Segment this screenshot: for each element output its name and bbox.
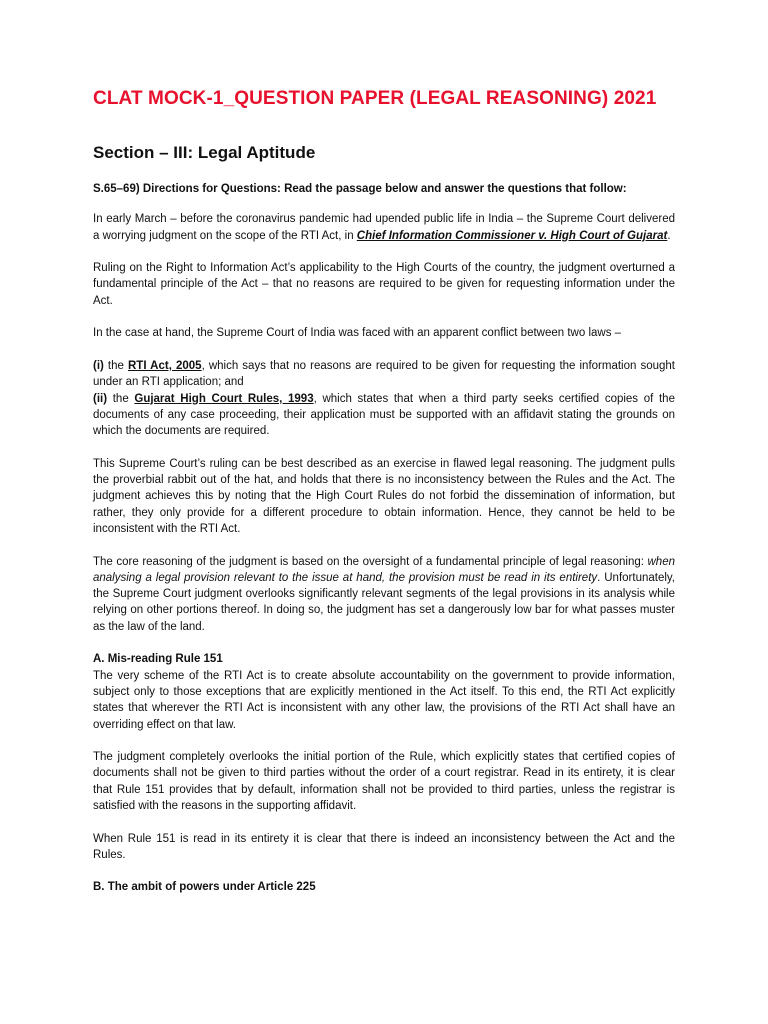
paragraph-7: The judgment completely overlooks the initial portion of the Rule, which explicitly states that certified copies of documents shall not be given to third parties without the order of a court registrar. Read in its entirety, it is clear that Rule 151 provides that by default, information shall not be provided to third parties, unless the registrar is satisfied with the reasons in the supporting affidavit. (93, 751, 675, 812)
list-item-1 (93, 358, 675, 391)
document-title: CLAT MOCK-1_QUESTION PAPER (LEGAL REASONING) 2021 (93, 88, 657, 109)
case-name: Chief Information Commissioner v. High Court of Gujarat (356, 229, 668, 242)
paragraph-2: Ruling on the Right to Information Act’s applicability to the High Courts of the country, the judgment overturned a fundamental principle of the Act – that no reasons are required to be given for requesting information under the Act. (93, 262, 675, 307)
rti-act-reference: RTI Act, 2005 (128, 359, 202, 372)
subheading-b: B. The ambit of powers under Article 225 (93, 881, 316, 894)
list-item-2-pre: the (107, 392, 135, 405)
passage-body (93, 181, 675, 912)
gujarat-rules-reference: Gujarat High Court Rules, 1993 (134, 392, 314, 405)
subsection-a (93, 651, 675, 732)
paragraph-5-italic: when analysing a legal provision relevant to the issue at hand, the provision must be read in its entirety (93, 555, 675, 584)
paragraph-3: In the case at hand, the Supreme Court of India was faced with an apparent conflict between two laws – (93, 327, 622, 340)
paragraph-5 (93, 554, 675, 635)
list-item-2-post: , which states that when a third party seeks certified copies of the documents of any case proceeding, their application must be supported with an affidavit stating the grounds on which the documents are required. (93, 392, 675, 438)
directions-text: S.65–69) Directions for Questions: Read the passage below and answer the questions that follow: (93, 183, 627, 195)
paragraph-1-end: . (667, 229, 671, 242)
list-item-2 (93, 391, 675, 440)
list-item-1-marker: (i) (93, 359, 104, 372)
paragraph-4: This Supreme Court’s ruling can be best described as an exercise in flawed legal reasoning. The judgment pulls the proverbial rabbit out of the hat, and holds that there is no inconsistency between the Rules and the Act. The judgment achieves this by noting that the High Court Rules do not forbid the dissemination of information, but rather, they only provide for a different procedure to obtain information. Hence, they cannot be held to be inconsistent with the RTI Act. (93, 457, 675, 535)
paragraph-5-post: . Unfortunately, the Supreme Court judgment overlooks significantly relevant segments of the legal provisions in its analysis while relying on other portions thereof. In doing so, the judgment has set a dangerously low bar for what passes muster as the law of the land. (93, 571, 675, 633)
subheading-a: A. Mis-reading Rule 151 (93, 653, 223, 666)
section-heading: Section – III: Legal Aptitude (93, 143, 316, 162)
paragraph-6: The very scheme of the RTI Act is to create absolute accountability on the government to provide information, subject only to those exceptions that are explicitly mentioned in the Act itself. To this end, the RTI Act explicitly states that wherever the RTI Act is inconsistent with any other law, the provisions of the RTI Act shall have an overriding effect on that law. (93, 669, 675, 731)
paragraph-5-pre: The core reasoning of the judgment is based on the oversight of a fundamental principle of legal reasoning: (93, 555, 648, 568)
paragraph-1-text: In early March – before the coronavirus pandemic had upended public life in India – the Supreme Court delivered a worrying judgment on the scope of the RTI Act, in (93, 213, 675, 242)
paragraph-8: When Rule 151 is read in its entirety it is clear that there is indeed an inconsistency between the Act and the Rules. (93, 832, 675, 861)
list-item-1-pre: the (103, 359, 128, 372)
paragraph-1 (93, 211, 675, 244)
list-item-1-post: , which says that no reasons are required to be given for requesting the information sought under an RTI application; and (93, 359, 675, 389)
list-item-2-marker: (ii) (93, 392, 108, 405)
